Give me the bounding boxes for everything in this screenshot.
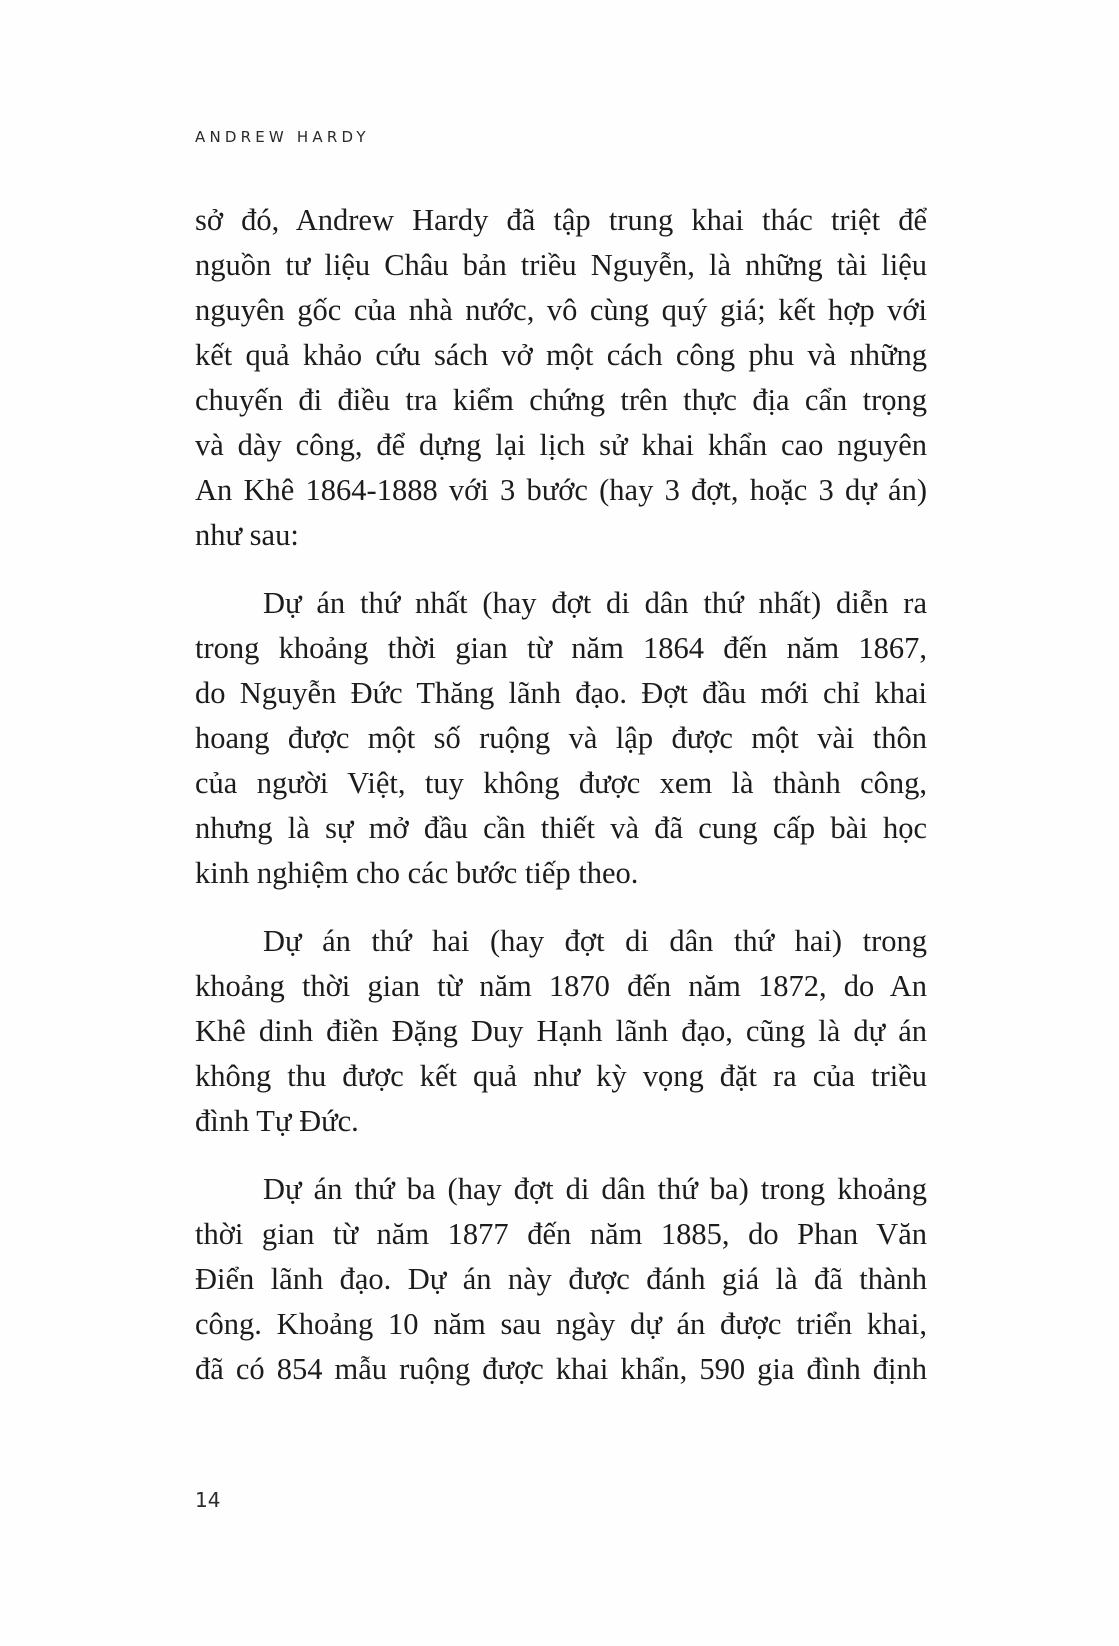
text-line: chuyến đi điều tra kiểm chứng trên thực địa cẩn trọng (195, 383, 927, 417)
paragraph (195, 919, 927, 1144)
text-line: Dự án thứ nhất (hay đợt di dân thứ nhất) diễn ra (263, 586, 927, 620)
text-line: và dày công, để dựng lại lịch sử khai khẩn cao nguyên (195, 428, 927, 462)
text-line: Dự án thứ ba (hay đợt di dân thứ ba) trong khoảng (263, 1172, 927, 1206)
text-line: Điển lãnh đạo. Dự án này được đánh giá là đã thành (195, 1262, 927, 1296)
text-line: công. Khoảng 10 năm sau ngày dự án được triển khai, (195, 1307, 927, 1341)
paragraph (195, 1167, 927, 1392)
text-line: sở đó, Andrew Hardy đã tập trung khai thác triệt để (195, 203, 927, 237)
text-line: trong khoảng thời gian từ năm 1864 đến năm 1867, (195, 631, 927, 665)
text-line: Dự án thứ hai (hay đợt di dân thứ hai) trong (263, 924, 927, 958)
text-line: đình Tự Đức. (195, 1104, 359, 1138)
text-line: An Khê 1864-1888 với 3 bước (hay 3 đợt, hoặc 3 dự án) (195, 473, 927, 507)
page-number: 14 (195, 1488, 221, 1512)
text-line: hoang được một số ruộng và lập được một vài thôn (195, 721, 927, 755)
text-line: nguyên gốc của nhà nước, vô cùng quý giá; kết hợp với (195, 293, 927, 327)
text-line: nguồn tư liệu Châu bản triều Nguyễn, là những tài liệu (195, 248, 927, 282)
paragraph (195, 198, 927, 558)
text-line: Khê dinh điền Đặng Duy Hạnh lãnh đạo, cũng là dự án (195, 1014, 927, 1048)
text-line: kết quả khảo cứu sách vở một cách công phu và những (195, 338, 927, 372)
text-line: thời gian từ năm 1877 đến năm 1885, do Phan Văn (195, 1217, 927, 1251)
text-line: nhưng là sự mở đầu cần thiết và đã cung cấp bài học (195, 811, 927, 845)
body-text (195, 198, 927, 1392)
running-head: ANDREW HARDY (195, 128, 370, 146)
text-line: không thu được kết quả như kỳ vọng đặt ra của triều (195, 1059, 927, 1093)
text-line: đã có 854 mẫu ruộng được khai khẩn, 590 gia đình định (195, 1352, 927, 1386)
paragraph (195, 581, 927, 896)
text-line: khoảng thời gian từ năm 1870 đến năm 1872, do An (195, 969, 927, 1003)
text-line: kinh nghiệm cho các bước tiếp theo. (195, 856, 639, 890)
text-line: như sau: (195, 518, 299, 552)
text-line: do Nguyễn Đức Thăng lãnh đạo. Đợt đầu mới chỉ khai (195, 676, 927, 710)
text-line: của người Việt, tuy không được xem là thành công, (195, 766, 927, 800)
